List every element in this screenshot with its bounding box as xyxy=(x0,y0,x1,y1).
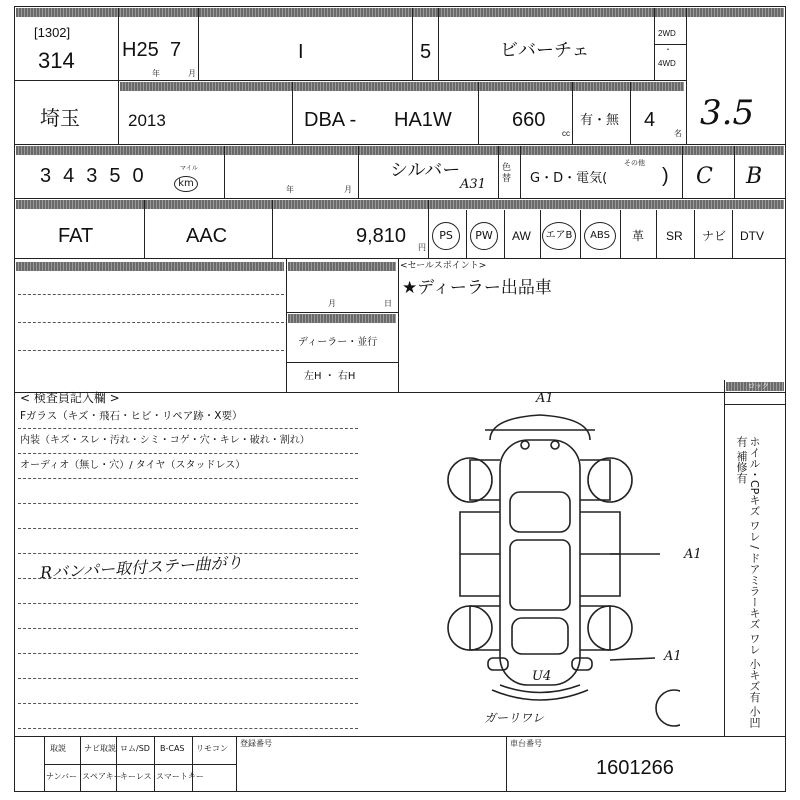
score: 3.5 xyxy=(700,93,755,133)
handwritten-note: Rバンパー取付ステー曲がり xyxy=(39,552,243,583)
color: シルバー xyxy=(390,160,461,181)
mark-front-right: A1 xyxy=(664,649,682,664)
windshield xyxy=(512,618,568,654)
bottom-item: 取説 xyxy=(50,744,66,753)
lot-prefix: [1302] xyxy=(34,25,71,40)
equipment-dtv: DTV xyxy=(740,229,764,243)
mileage xyxy=(40,166,156,186)
mileage-digit: 3 xyxy=(40,165,64,187)
aircon: AAC xyxy=(186,225,228,247)
model-name: ビバーチェ xyxy=(500,40,590,61)
drive-dot: ・ xyxy=(664,45,672,54)
mileage-unit-alt: マイル xyxy=(180,166,198,172)
sales-point-label: <セールスポイント> xyxy=(400,261,487,271)
bottom-item: リモコン xyxy=(196,744,228,753)
model-code-prefix: DBA - xyxy=(304,109,357,131)
recycle-unit: 円 xyxy=(418,243,426,252)
bottom-item: スマートキー xyxy=(156,772,204,781)
mark-front-bumper: U4 xyxy=(532,669,552,684)
seat-unit: 名 xyxy=(674,129,682,138)
inspector-title: < 検査員記入欄 > xyxy=(20,391,120,405)
equipment-leather: 革 xyxy=(632,229,645,243)
handle-side: 左H ・ 右H xyxy=(304,371,356,382)
sales-point: ★ディーラー出品車 xyxy=(402,278,552,298)
equipment-navi: ナビ xyxy=(702,229,727,243)
region: 埼玉 xyxy=(40,106,80,130)
mileage-digit: 3 xyxy=(86,165,110,187)
grade-prefix: I xyxy=(298,41,304,63)
fuel-close: ) xyxy=(662,165,669,187)
bottom-item: B-CAS xyxy=(160,744,185,753)
row1-header xyxy=(16,8,784,17)
row4-header xyxy=(16,200,784,209)
bottom-item: キーレス xyxy=(120,772,152,781)
color-code: A31 xyxy=(460,177,486,192)
row3-header xyxy=(16,146,784,155)
reg-deadline-header xyxy=(288,262,396,271)
mileage-digit: 0 xyxy=(132,165,156,187)
side-header: ロック xyxy=(748,382,769,390)
year-era: H25 xyxy=(122,39,159,61)
displacement: 660 xyxy=(512,109,546,131)
row2-header xyxy=(120,82,684,91)
equipment-ps: PS xyxy=(432,222,460,250)
inspector-line-audio: オーディオ（無し・穴）/ タイヤ（スタッドレス） xyxy=(20,460,246,471)
bottom-item: ナビ取説 xyxy=(84,744,116,753)
fuel: G・D・電気( xyxy=(530,171,608,186)
first-reg-year: 2013 xyxy=(128,111,166,130)
equipment-airbag: エアB xyxy=(542,222,576,250)
reg-day-unit: 日 xyxy=(384,299,392,308)
model-code: HA1W xyxy=(394,109,452,131)
rear-right-fender xyxy=(580,460,610,500)
inspection-month-unit: 月 xyxy=(344,185,352,194)
mark-rear: A1 xyxy=(536,391,554,406)
inspector-line-windshield: Fガラス（キズ・飛石・ヒビ・リペア跡・X要） xyxy=(20,410,243,422)
body-outline xyxy=(500,440,580,685)
spare-wheel xyxy=(656,690,680,726)
option-yesno: 有・無 xyxy=(580,113,620,128)
bottom-item: ナンバー xyxy=(46,772,78,781)
recycle-fee: 9,810 xyxy=(356,225,407,247)
equipment-pw: PW xyxy=(470,222,498,250)
chassis-number: 1601266 xyxy=(596,757,674,779)
mileage-digit: 4 xyxy=(63,165,87,187)
bottom-item: スペアキー xyxy=(82,772,122,781)
import-header xyxy=(288,314,396,323)
reg-month-unit: 月 xyxy=(328,299,336,308)
equipment-abs: ABS xyxy=(584,222,616,250)
mileage-digit: 5 xyxy=(109,165,133,187)
roof-spoiler xyxy=(490,415,590,440)
reg-number-label: 登録番号 xyxy=(240,739,272,748)
mark-grill: ガーリワレ xyxy=(484,711,545,725)
roof-panel xyxy=(510,540,570,610)
mark-right-door: A1 xyxy=(684,547,702,562)
exterior-grade: C xyxy=(696,164,713,189)
month-unit: 月 xyxy=(188,69,196,78)
color-label-side: 色替 xyxy=(502,162,512,183)
front-bumper xyxy=(500,685,580,693)
mileage-unit: km xyxy=(174,176,198,192)
notes-header xyxy=(16,262,284,271)
rear-glass xyxy=(510,492,570,532)
import-dealer: ディーラー・並行 xyxy=(298,337,378,348)
equipment-aw: AW xyxy=(512,229,531,243)
inspection-year-unit: 年 xyxy=(286,185,294,194)
drive-4wd: 4WD xyxy=(658,59,676,68)
side-note: ホイル・CPキズ ワレ / ドアミラーキズ ワレ 小キズ有 小凹有 補修有 xyxy=(735,436,761,728)
lot-number: 314 xyxy=(38,48,75,73)
interior-grade: B xyxy=(746,164,763,189)
doors: 5 xyxy=(420,41,432,63)
fuel-other: その他 xyxy=(624,160,645,167)
month-value: 7 xyxy=(170,39,182,61)
transmission: FAT xyxy=(58,225,94,247)
inspector-line-interior: 内装（キズ・スレ・汚れ・シミ・コゲ・穴・キレ・破れ・割れ） xyxy=(20,435,310,446)
seats: 4 xyxy=(644,109,656,131)
cc-unit: cc xyxy=(562,129,570,138)
rear-left-fender xyxy=(470,460,500,500)
chassis-label: 車台番号 xyxy=(510,739,542,748)
bottom-item: ロム/SD xyxy=(120,744,150,753)
car-diagram xyxy=(430,400,680,730)
year-unit: 年 xyxy=(152,69,160,78)
equipment-sr: SR xyxy=(666,229,683,243)
drive-2wd: 2WD xyxy=(658,29,676,38)
